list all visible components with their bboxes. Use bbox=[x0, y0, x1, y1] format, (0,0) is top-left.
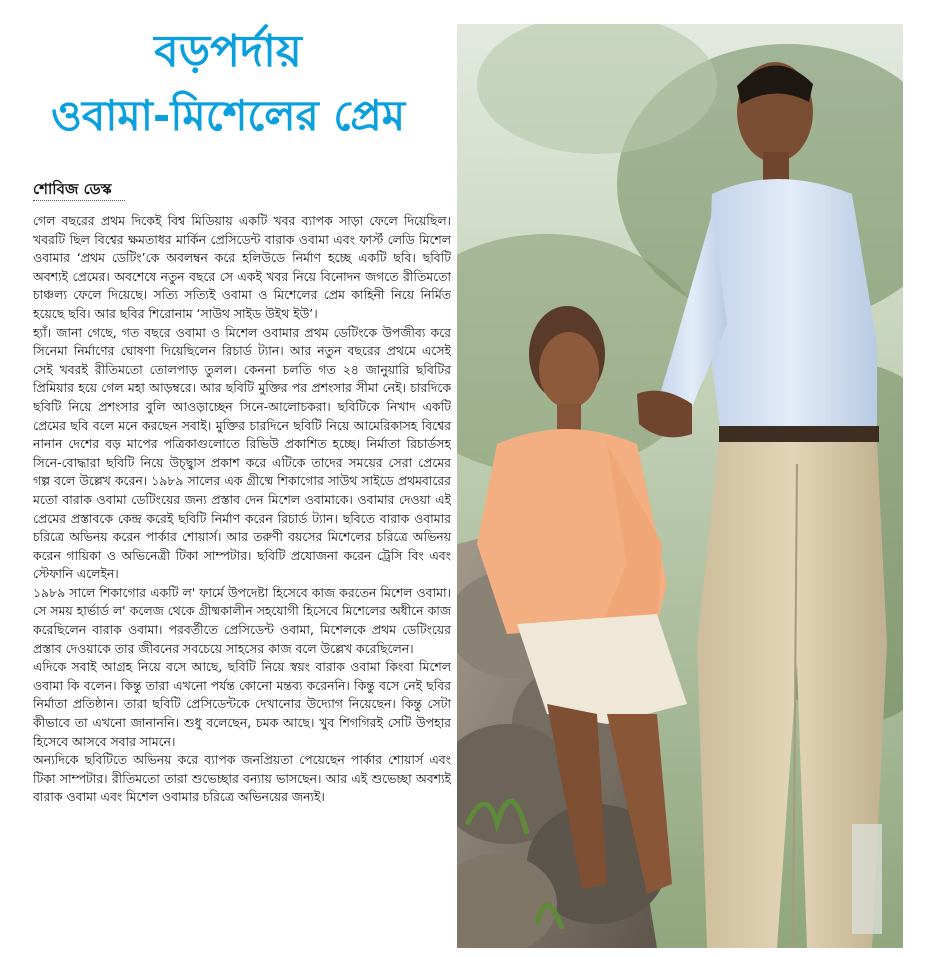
movie-still-photo bbox=[457, 24, 903, 948]
headline bbox=[0, 22, 456, 146]
article-paragraph-5: অন্যদিকে ছবিটিতে অভিনয় করে ব্যাপক জনপ্রিয়তা পেয়েছেন পার্কার শোয়ার্স এবং টিকা সাম্পটার। রীতিমতো তারা শুভেচ্ছার বন্যায় ভাসছেন। আর এই শুভেচ্ছা অবশ্যই বারাক ওবামা এবং মিশেল ওবামার চরিত্রে অভিনয়ের জন্যই। bbox=[33, 752, 451, 805]
headline-line-2: ওবামা-মিশেলের প্রেম bbox=[50, 91, 406, 140]
headline-line-1: বড়পর্দায় bbox=[154, 26, 302, 77]
byline: শোবিজ ডেস্ক bbox=[33, 180, 112, 198]
byline-divider bbox=[33, 200, 125, 201]
article-paragraph-1: গেল বছরের প্রথম দিকেই বিশ্ব মিডিয়ায় একটি খবর ব্যাপক সাড়া ফেলে দিয়েছিল। খবরটি ছিল বিশ্বের ক্ষমতাধর মার্কিন প্রেসিডেন্ট বারাক ওবামা এবং ফার্স্ট লেডি মিশেল ওবামার ‘প্রথম ডেটিং’কে অবলম্বন করে হলিউডে নির্মাণ হচ্ছে একটি ছবি। ছবিটি অবশ্যই প্রেমের। অবশেষে নতুন বছরে সে একই খবর নিয়ে বিনোদন জগতে রীতিমতো চাঞ্চল্য ফেলে দিয়েছে। সত্যি সত্যিই ওবামা ও মিশেলের প্রেম কাহিনী নিয়ে নির্মিত হয়েছে ছবি। আর ছবির শিরোনাম ‘সাউথ সাইড উইথ ইউ’। bbox=[33, 213, 451, 321]
photo-illustration bbox=[457, 24, 903, 948]
article-paragraph-4: এদিকে সবাই আগ্রহ নিয়ে বসে আছে, ছবিটি নিয়ে স্বয়ং বারাক ওবামা কিংবা মিশেল ওবামা কি বলেন। কিন্তু তারা এখনো পর্যন্ত কোনো মন্তব্য করেননি। কিন্তু বসে নেই ছবির নির্মাতা প্রতিষ্ঠান। তারা ছবিটি প্রেসিডেন্টকে দেখানোর উদ্যোগ নিয়েছেন। কিন্তু সেটা কীভাবে তা এখনো জানাননি। শুধু বলেছেন, চমক আছে। খুব শিগগিরই সেটি উপহার হিসেবে আসবে সবার সামনে। bbox=[33, 659, 451, 749]
article-paragraph-3: ১৯৮৯ সালে শিকাগোর একটি ল' ফার্মে উপদেষ্টা হিসেবে কাজ করতেন মিশেল ওবামা। সে সময় হার্ভার্ড ল' কলেজ থেকে গ্রীষ্মকালীন সহযোগী হিসেবে মিশেলের অধীনে কাজ করেছিলেন বারাক ওবামা। পরবর্তীতে প্রেসিডেন্ট ওবামা, মিশেলকে প্রথম ডেটিংয়ের প্রস্তাব দেওয়াকে তার জীবনের সবচেয়ে সাহসের কাজ বলে উল্লেখ করেছিলেন। bbox=[33, 584, 451, 656]
article-paragraph-2: হ্যাঁ। জানা গেছে, গত বছরে ওবামা ও মিশেল ওবামার প্রথম ডেটিংকে উপজীব্য করে সিনেমা নির্মাণের ঘোষণা দিয়েছিলেন রিচার্ড ট্যান। আর নতুন বছরের প্রথমে এসেই সেই খবরই রীতিমতো তোলপাড় তুলল। কেননা চলতি গত ২৪ জানুয়ারি ছবিটির প্রিমিয়ার হয়ে গেল মহা আড়ম্বরে। আর ছবিটি মুক্তির পর প্রশংসার সীমা নেই। চারদিকে ছবিটি নিয়ে প্রশংসার বুলি আওড়াচ্ছেন সিনে-আলোচকরা। ছবিটিকে নিখাদ একটি প্রেমের ছবি বলে মনে করছেন সবাই। মুক্তির চারদিনে ছবিটি নিয়ে আমেরিকাসহ বিশ্বের নানান দেশের বড় মাপের পত্রিকাগুলোতে রিভিউ প্রকাশিত হচ্ছে। নির্মাতা রিচার্ডসহ সিনে-বোদ্ধারা ছবিটি নিয়ে উচ্ছ্বাস প্রকাশ করে এটিকে তাদের সময়ের সেরা প্রেমের গল্প বলে উল্লেখ করেন। ১৯৮৯ সালের এক গ্রীষ্মে শিকাগোর সাউথ সাইডে প্রথমবারের মতো বারাক ওবামা ডেটিংয়ের জন্য প্রস্তাব দেন মিশেল ওবামাকে। ওবামার দেওয়া এই প্রেমের প্রস্তাবকে কেন্দ্র করেই ছবিটি নির্মাণ করেন রিচার্ড ট্যান। ছবিতে বারাক ওবামার চরিত্রে অভিনয় করেন পার্কার শোয়ার্স। আর তরুণী বয়সের মিশেলের চরিত্রে অভিনয় করেন গায়িকা ও অভিনেত্রী টিকা সাম্পটার। ছবিটি প্রযোজনা করেন ট্রেসি বিং এবং স্টেফানি এলেইন। bbox=[33, 324, 451, 582]
article-body bbox=[33, 212, 451, 952]
